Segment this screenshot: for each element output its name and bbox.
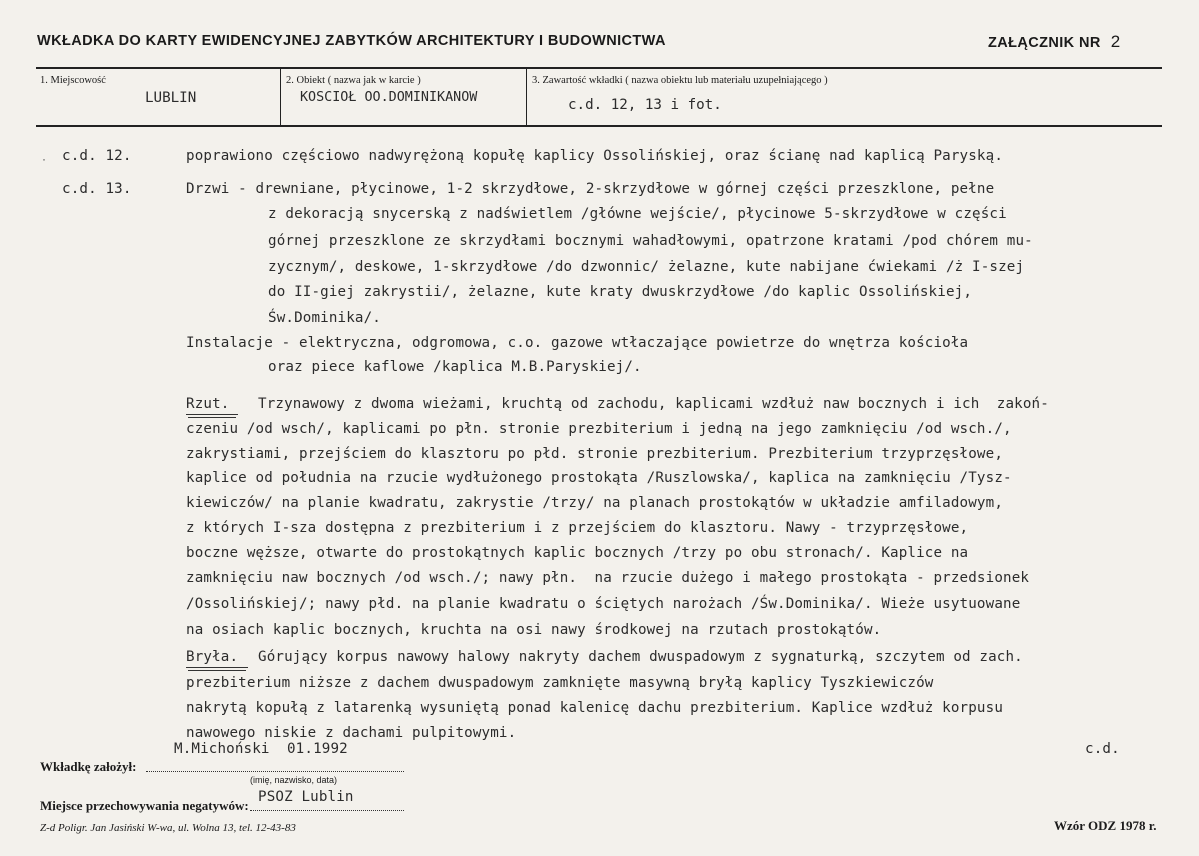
top-rule <box>36 67 1162 69</box>
place-value: LUBLIN <box>145 90 197 106</box>
cd-13-line: górnej przeszklone ze skrzydłami bocznymi wahadłowymi, opatrzone kratami /pod chórem mu- <box>268 233 1033 249</box>
card-title: WKŁADKA DO KARTY EWIDENCYJNEJ ZABYTKÓW ARCHITEKTURY I BUDOWNICTWA <box>37 33 666 49</box>
bullet-mark: · <box>42 152 46 166</box>
rzut-line: kiewiczów/ na planie kwadratu, zakrystie /trzy/ na planach prostokątów w układzie amfiladowym, <box>186 495 1004 511</box>
bryla-line: prezbiterium niższe z dachem dwuspadowym zamknięte masywną bryłą kaplicy Tyszkiewiczów <box>186 675 934 691</box>
cd-12-text: poprawiono częściowo nadwyrężoną kopułę kaplicy Ossolińskiej, oraz ścianę nad kaplicą Paryską. <box>186 148 1004 164</box>
object-label: 2. Obiekt ( nazwa jak w karcie ) <box>286 75 421 86</box>
printer-imprint: Z-d Poligr. Jan Jasiński W-wa, ul. Wolna 13, tel. 12-43-83 <box>40 822 296 834</box>
rzut-first-line: Trzynawowy z dwoma wieżami, kruchtą od zachodu, kaplicami wzdłuż naw bocznych i ich zakoń- <box>258 396 1049 412</box>
cd-13-line: Św.Dominika/. <box>268 310 381 326</box>
rzut-line: boczne węższe, otwarte do prostokątnych kaplic bocznych /trzy po obu stronach/. Kaplice na <box>186 545 969 561</box>
place-label: 1. Miejscowość <box>40 75 106 86</box>
installations-line: Instalacje - elektryczna, odgromowa, c.o. gazowe wtłaczające powietrze do wnętrza kościoła <box>186 335 969 351</box>
author-value: M.Michoński 01.1992 <box>174 741 348 757</box>
installations-line: oraz piece kaflowe /kaplica M.B.Paryskiej/. <box>268 359 642 375</box>
author-label: Wkładkę założył: <box>40 759 137 774</box>
bryla-line: nakrytą kopułą z latarenką wysuniętą ponad kalenicę dachu prezbiterium. Kaplice wzdłuż korpusu <box>186 700 1004 716</box>
rzut-line: czeniu /od wsch/, kaplicami po płn. stronie prezbiterium i jedną na jego zamknięciu /od wsch./, <box>186 421 1012 437</box>
bryla-underline <box>186 667 248 668</box>
continued-marker: c.d. <box>1085 741 1120 757</box>
cd-13-line: Drzwi - drewniane, płycinowe, 1-2 skrzydłowe, 2-skrzydłowe w górnej części przeszklone, pełne <box>186 181 995 197</box>
cd-13-line: z dekoracją snycerską z nadświetlem /główne wejście/, płycinowe 5-skrzydłowe w części <box>268 206 1007 222</box>
object-value: KOSCIOŁ OO.DOMINIKANOW <box>300 90 478 105</box>
bryla-label: Bryła. <box>186 649 239 665</box>
bryla-first-line: Górujący korpus nawowy halowy nakryty dachem dwuspadowym z sygnaturką, szczytem od zach. <box>258 649 1023 665</box>
cd-13-marker: c.d. 13. <box>62 181 132 197</box>
bryla-underline-2 <box>188 670 246 671</box>
negatives-dotted-line <box>250 810 404 811</box>
rzut-line: /Ossolińskiej/; nawy płd. na planie kwadratu o ściętych narożach /Św.Dominika/. Wieże usytuowane <box>186 596 1021 612</box>
attachment-label: ZAŁĄCZNIK NR <box>988 35 1101 51</box>
author-hint: (imię, nazwisko, data) <box>250 775 338 785</box>
rzut-line: zakrystiami, przejściem do klasztoru po płd. stronie prezbiterium. Prezbiterium trzyprzęsłowe, <box>186 446 1004 462</box>
rzut-line: na osiach kaplic bocznych, kruchta na osi nawy środkowej na rzutach prostokątów. <box>186 622 882 638</box>
divider-1 <box>280 68 281 126</box>
negatives-label: Miejsce przechowywania negatywów: <box>40 798 249 813</box>
cd-13-line: zycznym/, deskowe, 1-skrzydłowe /do dzwonnic/ żelazne, kute nabijane ćwiekami /ż I-szej <box>268 259 1025 275</box>
cd-12-marker: c.d. 12. <box>62 148 132 164</box>
rzut-line: z których I-sza dostępna z prezbiterium i z przejściem do klasztoru. Nawy - trzyprzęsłowe, <box>186 520 969 536</box>
rzut-label: Rzut. <box>186 396 230 412</box>
rzut-line: kaplice od południa na rzucie wydłużonego prostokąta /Ruszlowska/, kaplica na zamknięciu /Tysz- <box>186 470 1012 486</box>
divider-2 <box>526 68 527 126</box>
rzut-underline <box>186 414 238 415</box>
bottom-rule <box>36 125 1162 127</box>
rzut-line: zamknięciu naw bocznych /od wsch./; nawy płn. na rzucie dużego i małego prostokąta - przedsionek <box>186 570 1030 586</box>
content-value: c.d. 12, 13 i fot. <box>568 97 722 113</box>
form-model: Wzór ODZ 1978 r. <box>1054 818 1157 833</box>
cd-13-line: do II-giej zakrystii/, żelazne, kute kraty dwuskrzydłowe /do kaplic Ossolińskiej, <box>268 284 973 300</box>
rzut-underline-2 <box>188 417 236 418</box>
content-label: 3. Zawartość wkładki ( nazwa obiektu lub materiału uzupełniającego ) <box>532 75 828 86</box>
negatives-value: PSOZ Lublin <box>258 789 354 805</box>
author-dotted-line <box>146 771 404 772</box>
attachment-number: 2 <box>1110 32 1121 51</box>
attachment-heading <box>988 32 1121 52</box>
bryla-line: nawowego niskie z dachami pulpitowymi. <box>186 725 517 741</box>
